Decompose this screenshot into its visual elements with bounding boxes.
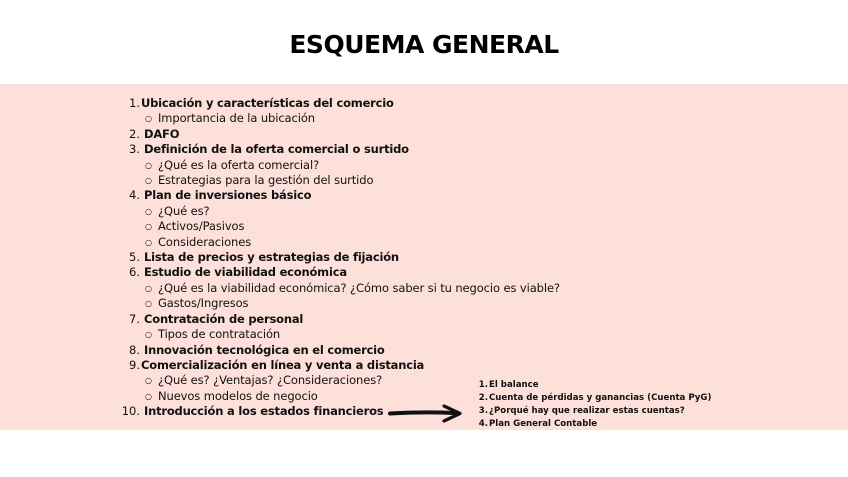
item-label: Definición de la oferta comercial o surtido bbox=[144, 142, 409, 157]
right-arrow-icon bbox=[388, 404, 466, 426]
outline-item bbox=[118, 265, 588, 280]
item-number: 7. bbox=[129, 311, 140, 326]
item-label: Estudio de viabilidad económica bbox=[144, 265, 347, 280]
subtopic-label: El balance bbox=[489, 380, 539, 390]
financial-subtopic bbox=[478, 392, 778, 405]
bullet-icon: ○ bbox=[145, 330, 152, 340]
bullet-icon: ○ bbox=[145, 206, 152, 216]
subtopic-number: 2. bbox=[478, 393, 488, 403]
sub-item bbox=[118, 158, 588, 173]
sub-item bbox=[118, 235, 588, 250]
outline-item bbox=[118, 127, 588, 142]
item-number: 2. bbox=[129, 126, 140, 141]
item-number: 6. bbox=[129, 265, 140, 280]
item-label: Comercialización en línea y venta a distancia bbox=[141, 357, 425, 372]
sub-item bbox=[118, 327, 588, 342]
outline-item bbox=[118, 142, 588, 157]
outline-item bbox=[118, 188, 588, 203]
outline-item bbox=[118, 312, 588, 327]
bullet-icon: ○ bbox=[145, 299, 152, 309]
bullet-icon: ○ bbox=[145, 114, 152, 124]
item-label: Innovación tecnológica en el comercio bbox=[144, 342, 385, 357]
financial-subtopic bbox=[478, 418, 778, 431]
sub-item-label: ¿Qué es? ¿Ventajas? ¿Consideraciones? bbox=[158, 373, 383, 388]
item-label: DAFO bbox=[144, 126, 180, 141]
subtopic-label: ¿Porqué hay que realizar estas cuentas? bbox=[489, 406, 685, 416]
outline-item bbox=[118, 250, 588, 265]
bullet-icon: ○ bbox=[145, 237, 152, 247]
item-label: Ubicación y características del comercio bbox=[141, 96, 394, 110]
financial-subtopic bbox=[478, 405, 778, 418]
sub-item bbox=[118, 204, 588, 219]
item-label: Contratación de personal bbox=[144, 311, 304, 326]
item-number: 9. bbox=[129, 357, 140, 372]
bullet-icon: ○ bbox=[145, 376, 152, 386]
sub-item-label: Consideraciones bbox=[158, 234, 252, 249]
sub-item-label: Nuevos modelos de negocio bbox=[158, 388, 318, 403]
bullet-icon: ○ bbox=[145, 391, 152, 401]
sub-item-label: Tipos de contratación bbox=[158, 327, 281, 342]
sub-item-label: ¿Qué es la oferta comercial? bbox=[158, 157, 320, 172]
outline-list bbox=[118, 96, 588, 420]
bullet-icon: ○ bbox=[145, 283, 152, 293]
sub-item-label: Estrategias para la gestión del surtido bbox=[158, 173, 374, 188]
sub-item bbox=[118, 219, 588, 234]
item-label: Plan de inversiones básico bbox=[144, 188, 312, 203]
sub-item bbox=[118, 173, 588, 188]
subtopic-label: Cuenta de pérdidas y ganancias (Cuenta PyG) bbox=[489, 393, 712, 403]
sub-item-label: Gastos/Ingresos bbox=[158, 296, 249, 311]
financial-subtopics-list bbox=[478, 379, 778, 431]
item-number: 10. bbox=[121, 404, 140, 419]
item-number: 5. bbox=[129, 250, 140, 265]
subtopic-number: 4. bbox=[478, 419, 488, 429]
subtopic-number: 1. bbox=[478, 380, 488, 390]
outline-item bbox=[118, 343, 588, 358]
sub-item-label: Activos/Pasivos bbox=[158, 219, 245, 234]
item-number: 1. bbox=[129, 96, 140, 110]
sub-item bbox=[118, 296, 588, 311]
subtopic-number: 3. bbox=[478, 406, 488, 416]
item-label: Introducción a los estados financieros bbox=[144, 404, 384, 419]
sub-item bbox=[118, 281, 588, 296]
sub-item-label: Importancia de la ubicación bbox=[158, 111, 315, 126]
sub-item bbox=[118, 111, 588, 126]
outline-item bbox=[118, 358, 588, 373]
sub-item-label: ¿Qué es la viabilidad económica? ¿Cómo saber si tu negocio es viable? bbox=[158, 280, 560, 295]
item-number: 3. bbox=[129, 142, 140, 157]
item-number: 8. bbox=[129, 342, 140, 357]
sub-item-label: ¿Qué es? bbox=[158, 203, 210, 218]
item-label: Lista de precios y estrategias de fijación bbox=[144, 250, 399, 265]
bullet-icon: ○ bbox=[145, 176, 152, 186]
outline-item bbox=[118, 96, 588, 111]
subtopic-label: Plan General Contable bbox=[489, 419, 598, 429]
bullet-icon: ○ bbox=[145, 160, 152, 170]
page-title: ESQUEMA GENERAL bbox=[289, 30, 559, 59]
item-number: 4. bbox=[129, 188, 140, 203]
financial-subtopic bbox=[478, 379, 778, 392]
bullet-icon: ○ bbox=[145, 222, 152, 232]
